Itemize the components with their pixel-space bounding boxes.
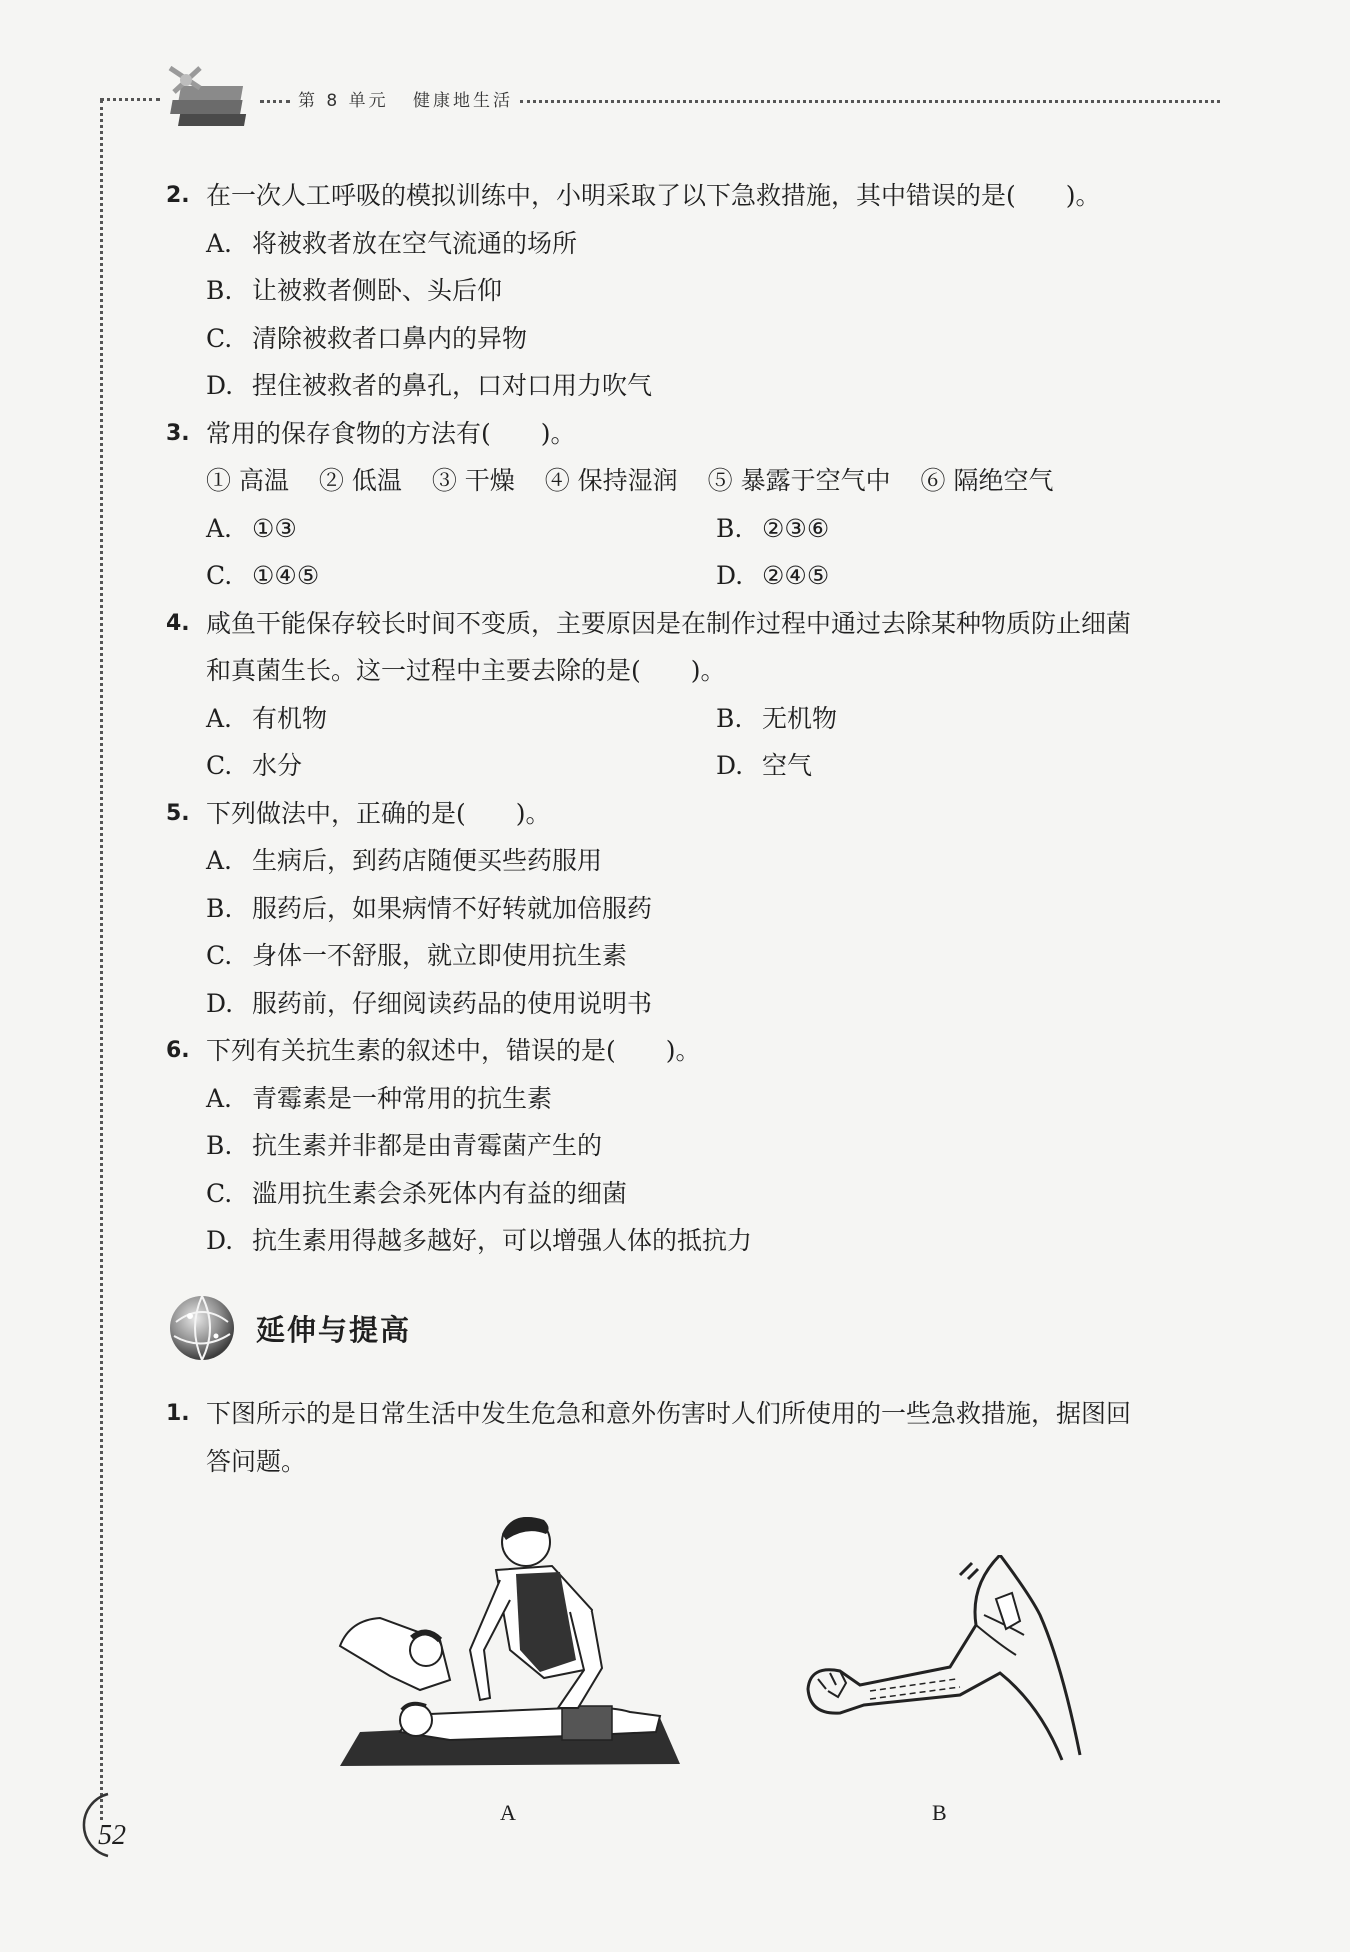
option-a[interactable]: A. 将被救者放在空气流通的场所 xyxy=(206,228,578,258)
question-number: 6. xyxy=(166,1038,190,1063)
header-dotted-rule-left xyxy=(100,98,160,101)
unit-title: 健康地生活 xyxy=(413,91,514,111)
question-6 xyxy=(166,1027,1226,1265)
option-d[interactable]: D. 抗生素用得越多越好，可以增强人体的抵抗力 xyxy=(206,1226,753,1255)
extension-block xyxy=(166,1390,1226,1485)
section-title: 延伸与提高 xyxy=(256,1312,412,1347)
option-c[interactable]: C. 水分 xyxy=(206,751,303,780)
figure-b-label: B xyxy=(932,1800,947,1825)
left-margin-dotted-rule xyxy=(100,100,103,1820)
question-4 xyxy=(166,600,1226,790)
question-number: 2. xyxy=(166,183,190,208)
question-number: 4. xyxy=(166,610,190,636)
option-c[interactable]: C. 身体一不舒服，就立即使用抗生素 xyxy=(206,941,628,970)
question-text: 常用的保存食物的方法有( )。 xyxy=(206,418,576,448)
arm-bandage-illustration xyxy=(800,1555,1090,1770)
question-2 xyxy=(166,172,1226,410)
unit-label: 第 8 单元 xyxy=(298,91,389,111)
method-item: ④ 保持湿润 xyxy=(544,466,678,495)
option-c[interactable]: C. 清除被救者口鼻内的异物 xyxy=(206,323,528,353)
option-c[interactable]: C. 滥用抗生素会杀死体内有益的细菌 xyxy=(206,1178,628,1208)
option-d[interactable]: D. 服药前，仔细阅读药品的使用说明书 xyxy=(206,988,653,1018)
option-d[interactable]: D. 捏住被救者的鼻孔，口对口用力吹气 xyxy=(206,371,653,400)
question-number: 5. xyxy=(166,800,190,826)
method-item: ⑥ 隔绝空气 xyxy=(920,466,1054,495)
option-c[interactable]: C. ①④⑤ xyxy=(206,561,320,590)
figure-a-label: A xyxy=(500,1800,516,1825)
option-b[interactable]: B. 让被救者侧卧、头后仰 xyxy=(206,276,503,305)
cpr-illustration xyxy=(330,1500,690,1770)
option-a[interactable]: A. 生病后，到药店随便买些药服用 xyxy=(206,846,603,875)
section-heading xyxy=(166,1292,411,1364)
globe-icon xyxy=(166,1292,238,1364)
method-item: ② 低温 xyxy=(318,466,402,495)
option-a[interactable]: A. ①③ xyxy=(206,513,297,543)
option-b[interactable]: B. 抗生素并非都是由青霉菌产生的 xyxy=(206,1131,603,1160)
option-b[interactable]: B. 服药后，如果病情不好转就加倍服药 xyxy=(206,893,653,923)
option-a[interactable]: A. 有机物 xyxy=(206,703,328,733)
question-5 xyxy=(166,790,1226,1028)
stacked-books-logo-icon xyxy=(160,58,260,138)
header-dotted-rule-right xyxy=(520,100,1220,103)
question-text: 下列做法中，正确的是( )。 xyxy=(206,798,551,828)
method-item: ⑤ 暴露于空气中 xyxy=(707,466,891,495)
question-3 xyxy=(166,410,1226,600)
option-d[interactable]: D. ②④⑤ xyxy=(716,561,830,590)
questions-block xyxy=(166,172,1226,1265)
question-text: 下图所示的是日常生活中发生危急和意外伤害时人们所使用的一些急救措施，据图回 xyxy=(206,1399,1132,1428)
method-item: ③ 干燥 xyxy=(431,466,515,495)
running-header xyxy=(298,86,513,111)
question-text-continued: 和真菌生长。这一过程中主要去除的是( )。 xyxy=(206,656,726,685)
question-number: 3. xyxy=(166,420,190,446)
option-b[interactable]: B. ②③⑥ xyxy=(716,513,830,543)
question-text: 在一次人工呼吸的模拟训练中，小明采取了以下急救措施，其中错误的是( )。 xyxy=(206,181,1101,210)
method-item: ① 高温 xyxy=(206,466,289,495)
question-number: 1. xyxy=(166,1401,190,1426)
option-a[interactable]: A. 青霉素是一种常用的抗生素 xyxy=(206,1083,553,1113)
page-number: 52 xyxy=(98,1820,126,1851)
method-items xyxy=(166,457,1226,505)
question-text: 下列有关抗生素的叙述中，错误的是( )。 xyxy=(206,1036,701,1065)
question-text: 咸鱼干能保存较长时间不变质，主要原因是在制作过程中通过去除某种物质防止细菌 xyxy=(206,608,1132,638)
option-d[interactable]: D. 空气 xyxy=(716,751,813,780)
option-b[interactable]: B. 无机物 xyxy=(716,703,838,733)
header-dotted-lead xyxy=(260,100,290,103)
question-text-continued: 答问题。 xyxy=(206,1446,307,1476)
